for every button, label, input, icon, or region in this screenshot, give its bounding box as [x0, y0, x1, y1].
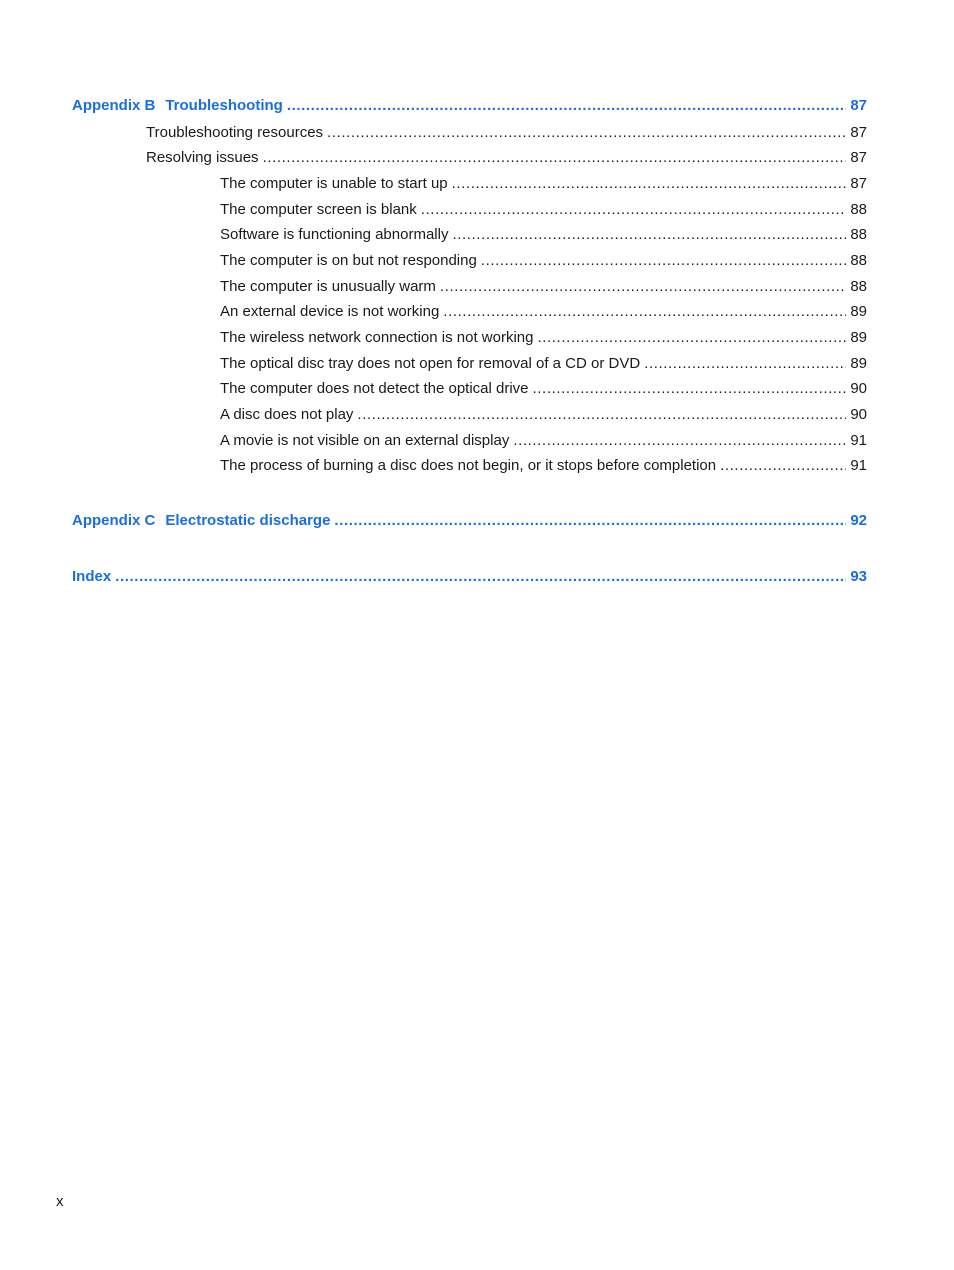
appendix-prefix: Appendix C: [72, 512, 156, 529]
toc-entry-label: A disc does not play: [220, 406, 354, 423]
dot-leader: [452, 225, 846, 245]
toc-entry-item[interactable]: [220, 200, 867, 220]
toc-entry-label: [72, 511, 334, 531]
dot-leader: [440, 277, 846, 297]
toc-entry-label: The wireless network connection is not working: [220, 329, 534, 346]
toc-entry-item[interactable]: [220, 354, 867, 374]
toc-entry-item[interactable]: [220, 302, 867, 322]
toc-entry-item[interactable]: [220, 225, 867, 245]
page-number: 89: [850, 303, 867, 320]
dot-leader: [513, 431, 846, 451]
dot-leader: [334, 511, 846, 531]
page-number: 87: [850, 97, 867, 114]
page-number: 90: [850, 380, 867, 397]
dot-leader: [644, 354, 846, 374]
dot-leader: [481, 251, 846, 271]
page-number: 88: [850, 252, 867, 269]
toc-entry-label: The computer screen is blank: [220, 201, 417, 218]
toc-entry-label: Troubleshooting resources: [146, 124, 324, 141]
toc-entry-item[interactable]: [220, 456, 867, 476]
toc-entry-troubleshooting-resources[interactable]: [146, 123, 867, 143]
dot-leader: [443, 302, 846, 322]
dot-leader: [263, 148, 847, 168]
toc-entry-label: Resolving issues: [146, 149, 259, 166]
page-number: 88: [850, 201, 867, 218]
appendix-prefix: Appendix B: [72, 97, 156, 114]
page-number: 92: [850, 512, 867, 529]
dot-leader: [452, 174, 847, 194]
toc-entry-item[interactable]: [220, 277, 867, 297]
appendix-title: Electrostatic discharge: [165, 512, 331, 529]
page-number: 90: [850, 406, 867, 423]
dot-leader: [533, 379, 847, 399]
dot-leader: [115, 567, 846, 587]
page-number: 87: [850, 124, 867, 141]
toc-entry-label: The computer is on but not responding: [220, 252, 477, 269]
page-number: 87: [850, 175, 867, 192]
toc-entry-label: The process of burning a disc does not begin, or it stops before completion: [220, 457, 717, 474]
toc-entry-appendix-b[interactable]: [72, 96, 867, 116]
footer-page-number: x: [56, 1193, 64, 1210]
toc-entry-label: [72, 96, 287, 116]
toc-entry-index[interactable]: [72, 567, 867, 587]
page-number: 87: [850, 149, 867, 166]
dot-leader: [537, 328, 846, 348]
page-number: 93: [850, 568, 867, 585]
toc-entry-label: The computer is unusually warm: [220, 278, 436, 295]
page-number: 89: [850, 329, 867, 346]
dot-leader: [720, 456, 846, 476]
toc-entry-item[interactable]: [220, 328, 867, 348]
toc-entry-item[interactable]: [220, 431, 867, 451]
toc-entry-item[interactable]: [220, 174, 867, 194]
dot-leader: [287, 96, 846, 116]
toc-entry-label: The computer does not detect the optical drive: [220, 380, 529, 397]
toc-entry-label: Index: [72, 568, 112, 585]
toc-entry-item[interactable]: [220, 251, 867, 271]
toc-entry-label: The optical disc tray does not open for removal of a CD or DVD: [220, 355, 641, 372]
page-number: 91: [850, 432, 867, 449]
dot-leader: [357, 405, 846, 425]
dot-leader: [327, 123, 846, 143]
toc-entry-appendix-c[interactable]: [72, 511, 867, 531]
toc-entry-item[interactable]: [220, 405, 867, 425]
toc-entry-label: Software is functioning abnormally: [220, 226, 449, 243]
appendix-title: Troubleshooting: [165, 97, 283, 114]
page-number: 88: [850, 226, 867, 243]
toc-entry-label: The computer is unable to start up: [220, 175, 448, 192]
dot-leader: [421, 200, 847, 220]
page-number: 88: [850, 278, 867, 295]
toc-entry-resolving-issues[interactable]: [146, 148, 867, 168]
page-number: 89: [850, 355, 867, 372]
toc-entry-label: A movie is not visible on an external display: [220, 432, 510, 449]
toc-entry-item[interactable]: [220, 379, 867, 399]
page-number: 91: [850, 457, 867, 474]
toc-entry-label: An external device is not working: [220, 303, 440, 320]
